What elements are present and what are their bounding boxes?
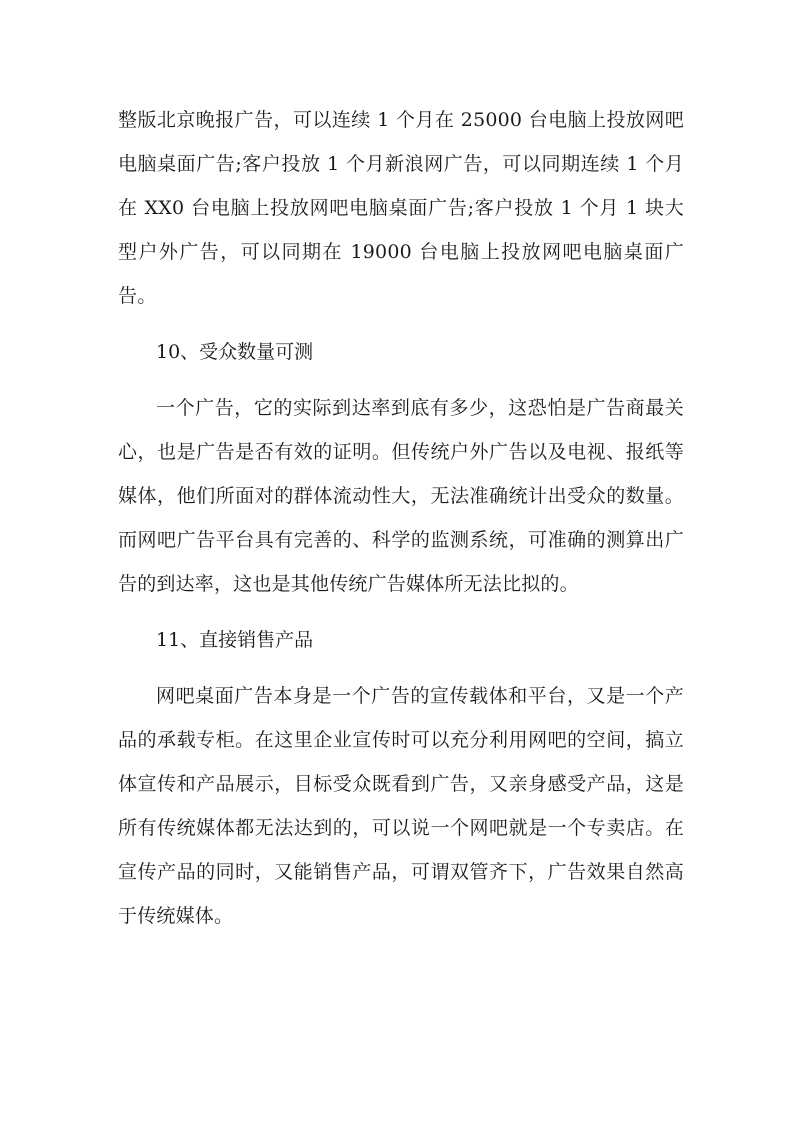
document-page [118, 98, 684, 938]
paragraph-continued: 整版北京晚报广告，可以连续 1 个月在 25000 台电脑上投放网吧电脑桌面广告;客户投放 1 个月新浪网广告，可以同期连续 1 个月在 XX0 台电脑上投放网吧电脑桌面广告;客户投放 1 个月 1 块大型户外广告，可以同期在 19000 台电脑上投放网吧电脑桌面广告。 [118, 109, 684, 307]
paragraph-direct-sales: 网吧桌面广告本身是一个广告的宣传载体和平台，又是一个产品的承载专柜。在这里企业宣传时可以充分利用网吧的空间，搞立体宣传和产品展示，目标受众既看到广告，又亲身感受产品，这是所有传统媒体都无法达到的，可以说一个网吧就是一个专卖店。在宣传产品的同时，又能销售产品，可谓双管齐下，广告效果自然高于传统媒体。 [118, 685, 684, 927]
paragraph-audience-measurable: 一个广告，它的实际到达率到底有多少，这恐怕是广告商最关心，也是广告是否有效的证明。但传统户外广告以及电视、报纸等媒体，他们所面对的群体流动性大，无法准确统计出受众的数量。而网吧广告平台具有完善的、科学的监测系统，可准确的测算出广告的到达率，这也是其他传统广告媒体所无法比拟的。 [118, 397, 684, 595]
section-heading-10: 10、受众数量可测 [156, 341, 314, 363]
section-heading-11: 11、直接销售产品 [156, 629, 314, 651]
